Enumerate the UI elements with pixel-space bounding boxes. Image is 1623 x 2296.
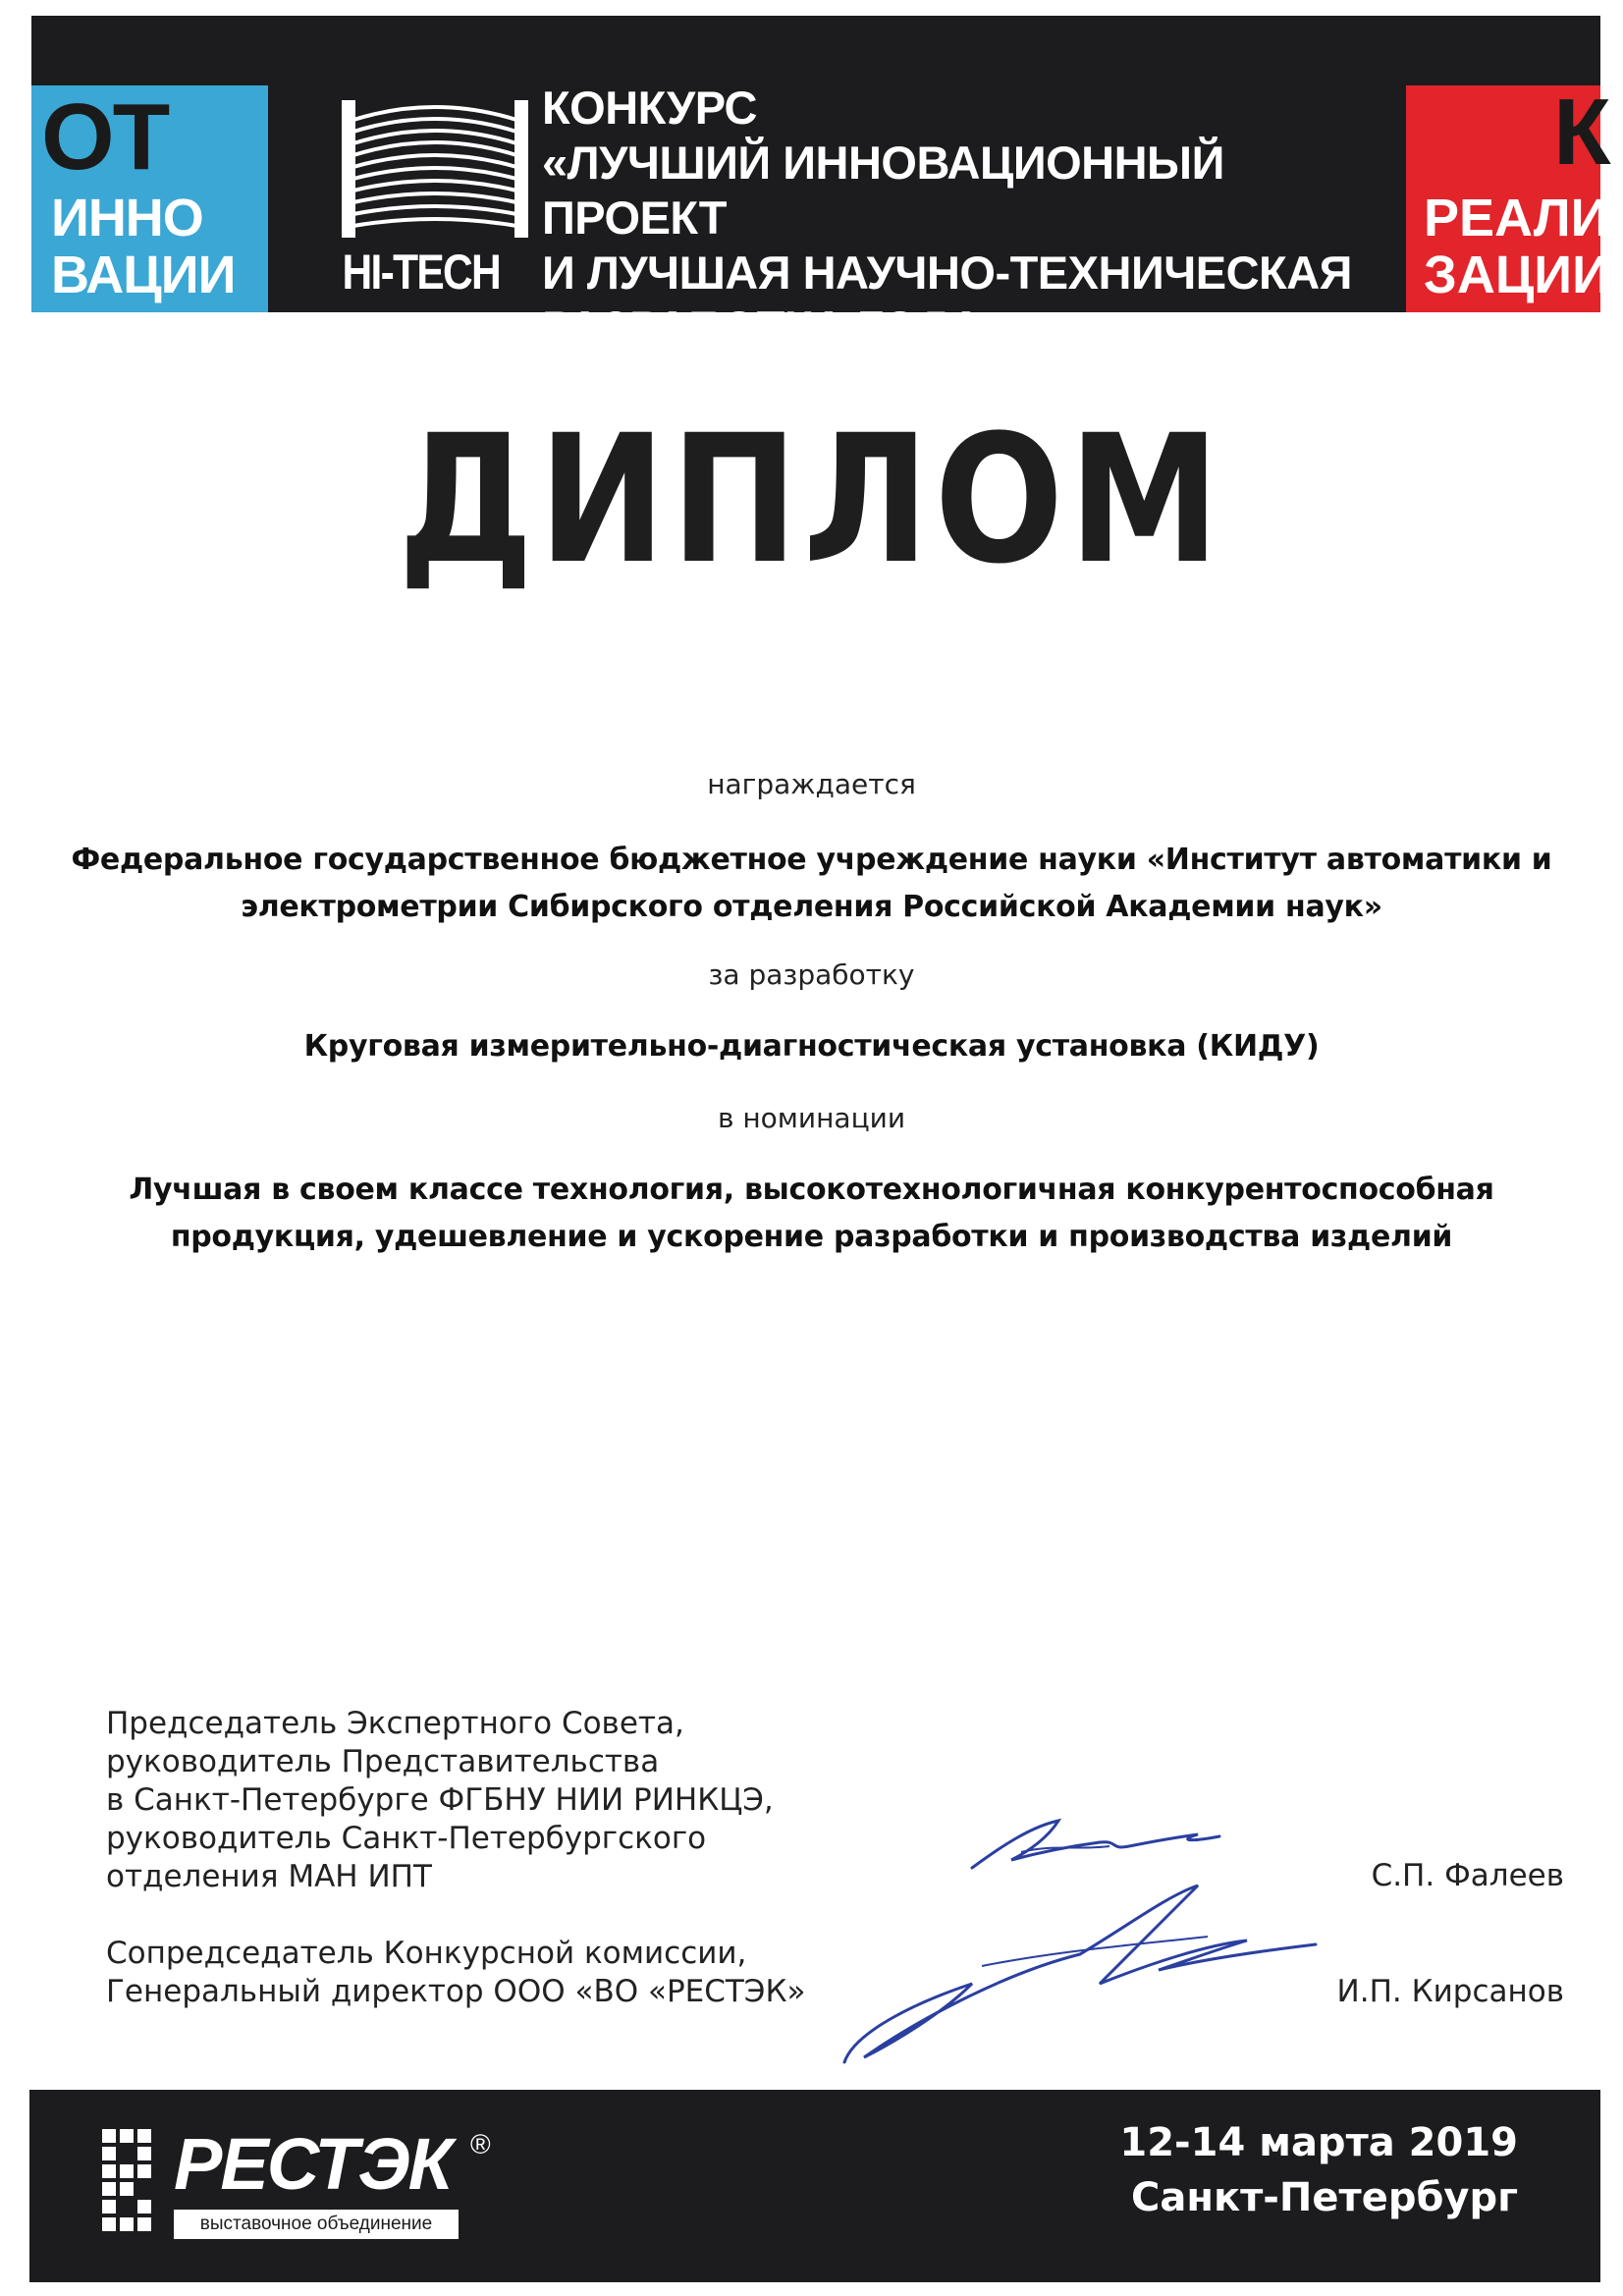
position-line: руководитель Санкт-Петербургского <box>106 1821 707 1856</box>
development-name: Круговая измерительно-диагностическая установка (КИДУ) <box>303 1029 1320 1064</box>
event-date-place <box>1119 2115 1518 2225</box>
awarded-label: награждается <box>707 768 916 800</box>
signatory-1-position <box>106 1705 774 1896</box>
event-date: 12-14 марта 2019 <box>1119 2120 1518 2165</box>
position-line: отделения МАН ИПТ <box>106 1859 432 1894</box>
logo-right-line2: РЕАЛИ <box>1424 189 1609 247</box>
organization-line: электрометрии Сибирского отделения Российской Академии наук» <box>241 890 1382 924</box>
organization-line: Федеральное государственное бюджетное учреждение науки «Институт автоматики и <box>71 843 1552 877</box>
restek-logo-word: РЕСТЭК <box>174 2123 452 2205</box>
diploma-title: ДИПЛОМ <box>398 398 1225 603</box>
contest-line: И ЛУЧШАЯ НАУЧНО-ТЕХНИЧЕСКАЯ <box>542 246 1352 299</box>
contest-title <box>542 81 1406 355</box>
hitech-waves-icon <box>342 100 528 238</box>
restek-grid-icon <box>102 2129 171 2247</box>
hitech-logo <box>342 100 528 306</box>
signatory-1-name: С.П. Фалеев <box>1371 1858 1564 1893</box>
position-line: Генеральный директор ООО «ВО «РЕСТЭК» <box>106 1974 806 2009</box>
header-band <box>31 16 1611 354</box>
position-line: Сопредседатель Конкурсной комиссии, <box>106 1936 747 1971</box>
position-line: в Санкт-Петербурге ФГБНУ НИИ РИНКЦЭ, <box>106 1782 774 1818</box>
logo-left-line3: ВАЦИИ <box>51 246 236 304</box>
nomination-label: в номинации <box>717 1102 906 1134</box>
contest-line: РАЗРАБОТКА ГОДА» <box>542 301 1008 354</box>
signature-1-image <box>962 1807 1237 1886</box>
contest-line: «ЛУЧШИЙ ИННОВАЦИОННЫЙ ПРОЕКТ <box>542 137 1224 244</box>
restek-logo-subtitle: выставочное объединение <box>174 2210 459 2239</box>
nomination-line: Лучшая в своем классе технология, высокотехнологичная конкурентоспособная <box>129 1173 1494 1207</box>
nomination-line: продукция, удешевление и ускорение разработки и производства изделий <box>170 1220 1453 1254</box>
for-development-label: за разработку <box>708 958 915 991</box>
hitech-logo-text: HI-TECH <box>342 245 500 300</box>
logo-right-line3: ЗАЦИИ <box>1424 246 1610 304</box>
position-line: руководитель Представительства <box>106 1744 660 1779</box>
logo-left-line2: ИННО <box>51 189 203 247</box>
logo-left-line1: ОТ <box>41 84 169 190</box>
signature-2-image <box>835 1876 1325 2082</box>
event-city: Санкт-Петербург <box>1130 2175 1518 2220</box>
restek-logo <box>102 2123 534 2247</box>
ot-innovacii-logo <box>31 85 268 312</box>
registered-mark: ® <box>470 2129 491 2159</box>
logo-right-line1: К <box>1553 80 1611 185</box>
signatory-2-name: И.П. Кирсанов <box>1336 1974 1564 2009</box>
k-realizacii-logo <box>1406 80 1611 312</box>
position-line: Председатель Экспертного Совета, <box>106 1706 684 1741</box>
signatory-2-position <box>106 1935 805 2011</box>
footer-band <box>29 2090 1600 2282</box>
contest-line: КОНКУРС <box>542 82 757 134</box>
